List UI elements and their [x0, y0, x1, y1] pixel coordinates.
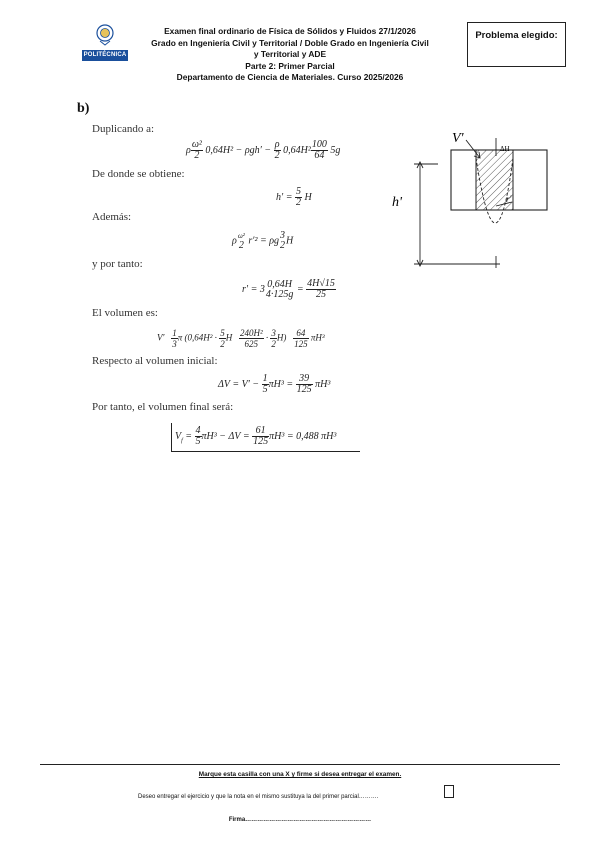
text-ademas: Además:	[92, 211, 132, 223]
problem-chosen-box[interactable]	[467, 22, 566, 67]
header-line: Grado en Ingeniería Civil y Territorial / Doble Grado en Ingeniería Civil	[151, 37, 429, 48]
equation-5: V′ $\frac{1}{3}$ π (0,64H² · $\frac{5}{2}$ H $\frac{\text{240H²}}{625}$ · $\frac{3}{2}$ H) $\frac{64}{125}$ πH³	[157, 328, 325, 349]
signature-line[interactable]: Firma………………………………………………………	[228, 817, 372, 823]
text-respecto: Respecto al volumen inicial:	[92, 355, 218, 367]
sketch-label-v: V'	[452, 131, 464, 146]
university-name: POLITÉCNICA	[82, 50, 128, 61]
sketch-label-r: r'	[506, 194, 512, 204]
equation-1: ρ $\frac{\text{ω²}}{2}$ 0,64H² − ρgh′ − $\frac{\rho}{2}$ 0,64H² $\frac{100}{64}$ 5g	[186, 139, 341, 161]
equation-6: ΔV = V′ − $\frac{1}{5}$ πH³ = $\frac{39}{125}$ πH³	[218, 373, 331, 395]
text-de-donde: De donde se obtiene:	[92, 168, 185, 180]
sketch-label-h: h'	[392, 195, 402, 210]
university-logo	[82, 22, 128, 64]
equation-3: ρ ω² 2 r′² = ρg 3 2 H	[232, 230, 294, 251]
problem-chosen-label: Problema elegido:	[475, 30, 558, 41]
hand-sketch	[388, 128, 558, 278]
footer-instruction: Marque esta casilla con una X y firme si desea entregar el examen.	[198, 771, 402, 778]
equation-final: $V_f$ = $\frac{4}{5}$ πH³ − ΔV = $\frac{61}{125}$ πH³ = 0,488 πH³	[175, 425, 337, 447]
header-line: Departamento de Ciencia de Materiales. Curso 2025/2026	[176, 72, 404, 83]
sketch-label-dh: ΔH	[500, 145, 510, 153]
text-duplicando: Duplicando a:	[92, 123, 155, 135]
part-label: b)	[77, 101, 90, 116]
text-final: Por tanto, el volumen final será:	[92, 401, 234, 413]
deliver-checkbox[interactable]	[444, 785, 454, 798]
equation-2: h′ = $\frac{5}{2}$ H	[276, 186, 312, 208]
footer-divider	[40, 764, 560, 765]
header-line: Parte 2: Primer Parcial	[245, 60, 335, 71]
footer-checkbox-text: Deseo entregar el ejercicio y que la nota en el mismo sustituya la del primer parcial……….	[138, 794, 379, 800]
equation-4: r′ = 3 0,64H 4·125g = $\frac{4H√15}{25}$	[242, 278, 335, 300]
crest-icon	[96, 24, 114, 46]
text-por-tanto: y por tanto:	[92, 258, 143, 270]
exam-header	[140, 26, 440, 84]
header-line: y Territorial y ADE	[253, 49, 327, 60]
text-volumen: El volumen es:	[92, 307, 158, 319]
header-line: Examen final ordinario de Física de Sólidos y Fluidos 27/1/2026	[164, 26, 416, 36]
